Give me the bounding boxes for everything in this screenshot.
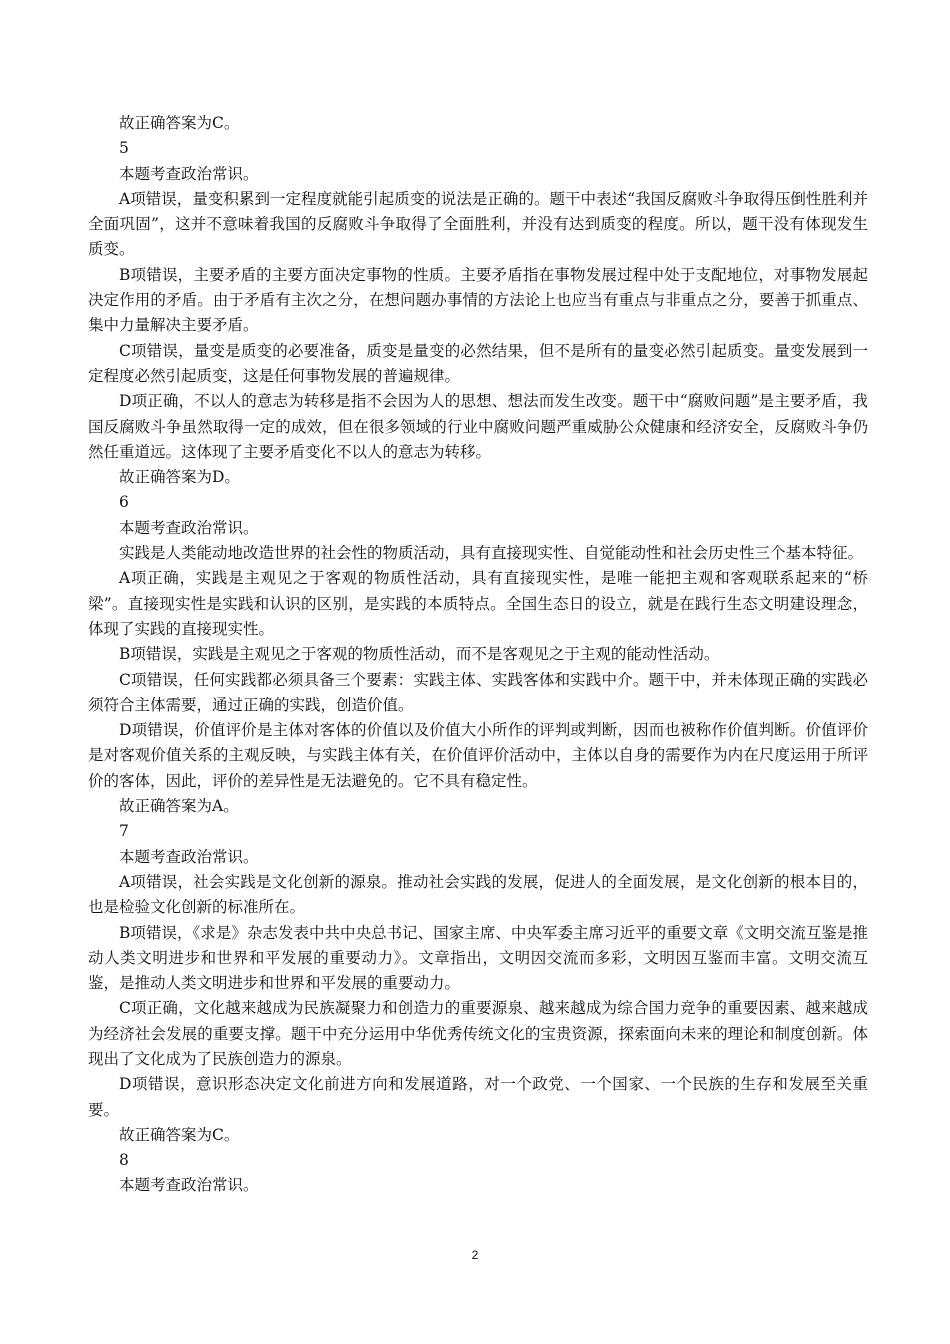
question-number: 6 — [119, 493, 129, 512]
option-a-explanation: A项正确，实践是主观见之于客观的物质性活动，具有直接现实性，是唯一能把主观和客观联系起来的“桥梁”。直接现实性是实践和认识的区别，是实践的本质特点。全国生态日的设立，就是在践行生态文明建设理念，体现了实践的直接现实性。 — [88, 569, 868, 638]
option-d-explanation: D项正确，不以人的意志为转移是指不会因为人的思想、想法而发生改变。题干中“腐败问题”是主要矛盾，我国反腐败斗争虽然取得一定的成效，但在很多领域的行业中腐败问题严重威胁公众健康和经济安全，反腐败斗争仍然任重道远。这体现了主要矛盾变化不以人的意志为转移。 — [88, 392, 868, 461]
question-number: 7 — [119, 822, 129, 841]
option-d-explanation: D项错误，意识形态决定文化前进方向和发展道路，对一个政党、一个国家、一个民族的生存和发展至关重要。 — [88, 1075, 868, 1119]
option-a-explanation: A项错误，社会实践是文化创新的源泉。推动社会实践的发展，促进人的全面发展，是文化创新的根本目的，也是检验文化创新的标准所在。 — [88, 872, 868, 917]
topic-line: 本题考查政治常识。 — [119, 518, 259, 537]
option-b-explanation: B项错误，主要矛盾的主要方面决定事物的性质。主要矛盾指在事物发展过程中处于支配地位，对事物发展起决定作用的矛盾。由于矛盾有主次之分，在想问题办事情的方法论上也应当有重点与非重点之分，要善于抓重点、集中力量解决主要矛盾。 — [88, 265, 868, 335]
question-number: 5 — [119, 139, 129, 158]
option-b-explanation: B项错误，《求是》杂志发表中共中央总书记、国家主席、中央军委主席习近平的重要文章《文明交流互鉴是推动人类文明进步和世界和平发展的重要动力》。文章指出，文明因交流而多彩，文明因互鉴而丰富。文明交流互鉴，是推动人类文明进步和世界和平发展的重要动力。 — [88, 923, 868, 993]
topic-line: 本题考查政治常识。 — [119, 1176, 259, 1195]
option-c-explanation: C项正确，文化越来越成为民族凝聚力和创造力的重要源泉、越来越成为综合国力竞争的重要因素、越来越成为经济社会发展的重要支撑。题干中充分运用中华优秀传统文化的宝贵资源，探索面向未来的理论和制度创新。体现出了文化成为了民族创造力的源泉。 — [88, 999, 868, 1068]
answer-line: 故正确答案为C。 — [119, 114, 240, 132]
topic-line: 本题考查政治常识。 — [119, 164, 259, 183]
answer-line: 故正确答案为D。 — [119, 468, 240, 487]
answer-line: 故正确答案为C。 — [119, 1125, 240, 1144]
option-c-explanation: C项错误，任何实践都必须具备三个要素：实践主体、实践客体和实践中介。题干中，并未体现正确的实践必须符合主体需要，通过正确的实践，创造价值。 — [88, 670, 868, 714]
option-c-explanation: C项错误，量变是质变的必要准备，质变是量变的必然结果，但不是所有的量变必然引起质变。量变发展到一定程度必然引起质变，这是任何事物发展的普遍规律。 — [88, 341, 868, 385]
option-b-explanation: B项错误，实践是主观见之于客观的物质性活动，而不是客观见之于主观的能动性活动。 — [119, 645, 720, 664]
document-body — [88, 111, 868, 1199]
option-d-explanation: D项错误，价值评价是主体对客体的价值以及价值大小所作的评判或判断，因而也被称作价值判断。价值评价是对客观价值关系的主观反映，与实践主体有关，在价值评价活动中，主体以自身的需要作为内在尺度运用于所评价的客体，因此，评价的差异性是无法避免的。它不具有稳定性。 — [88, 721, 868, 790]
option-a-explanation: A项错误，量变积累到一定程度就能引起质变的说法是正确的。题干中表述“我国反腐败斗争取得压倒性胜利并全面巩固”，这并不意味着我国的反腐败斗争取得了全面胜利，并没有达到质变的程度。所以，题干没有体现发生质变。 — [88, 189, 868, 259]
intro-paragraph: 实践是人类能动地改造世界的社会性的物质活动，具有直接现实性、自觉能动性和社会历史性三个基本特征。 — [119, 544, 864, 563]
page-number: 2 — [471, 1248, 479, 1262]
question-number: 8 — [119, 1151, 129, 1170]
answer-line: 故正确答案为A。 — [119, 797, 239, 816]
topic-line: 本题考查政治常识。 — [119, 847, 259, 866]
